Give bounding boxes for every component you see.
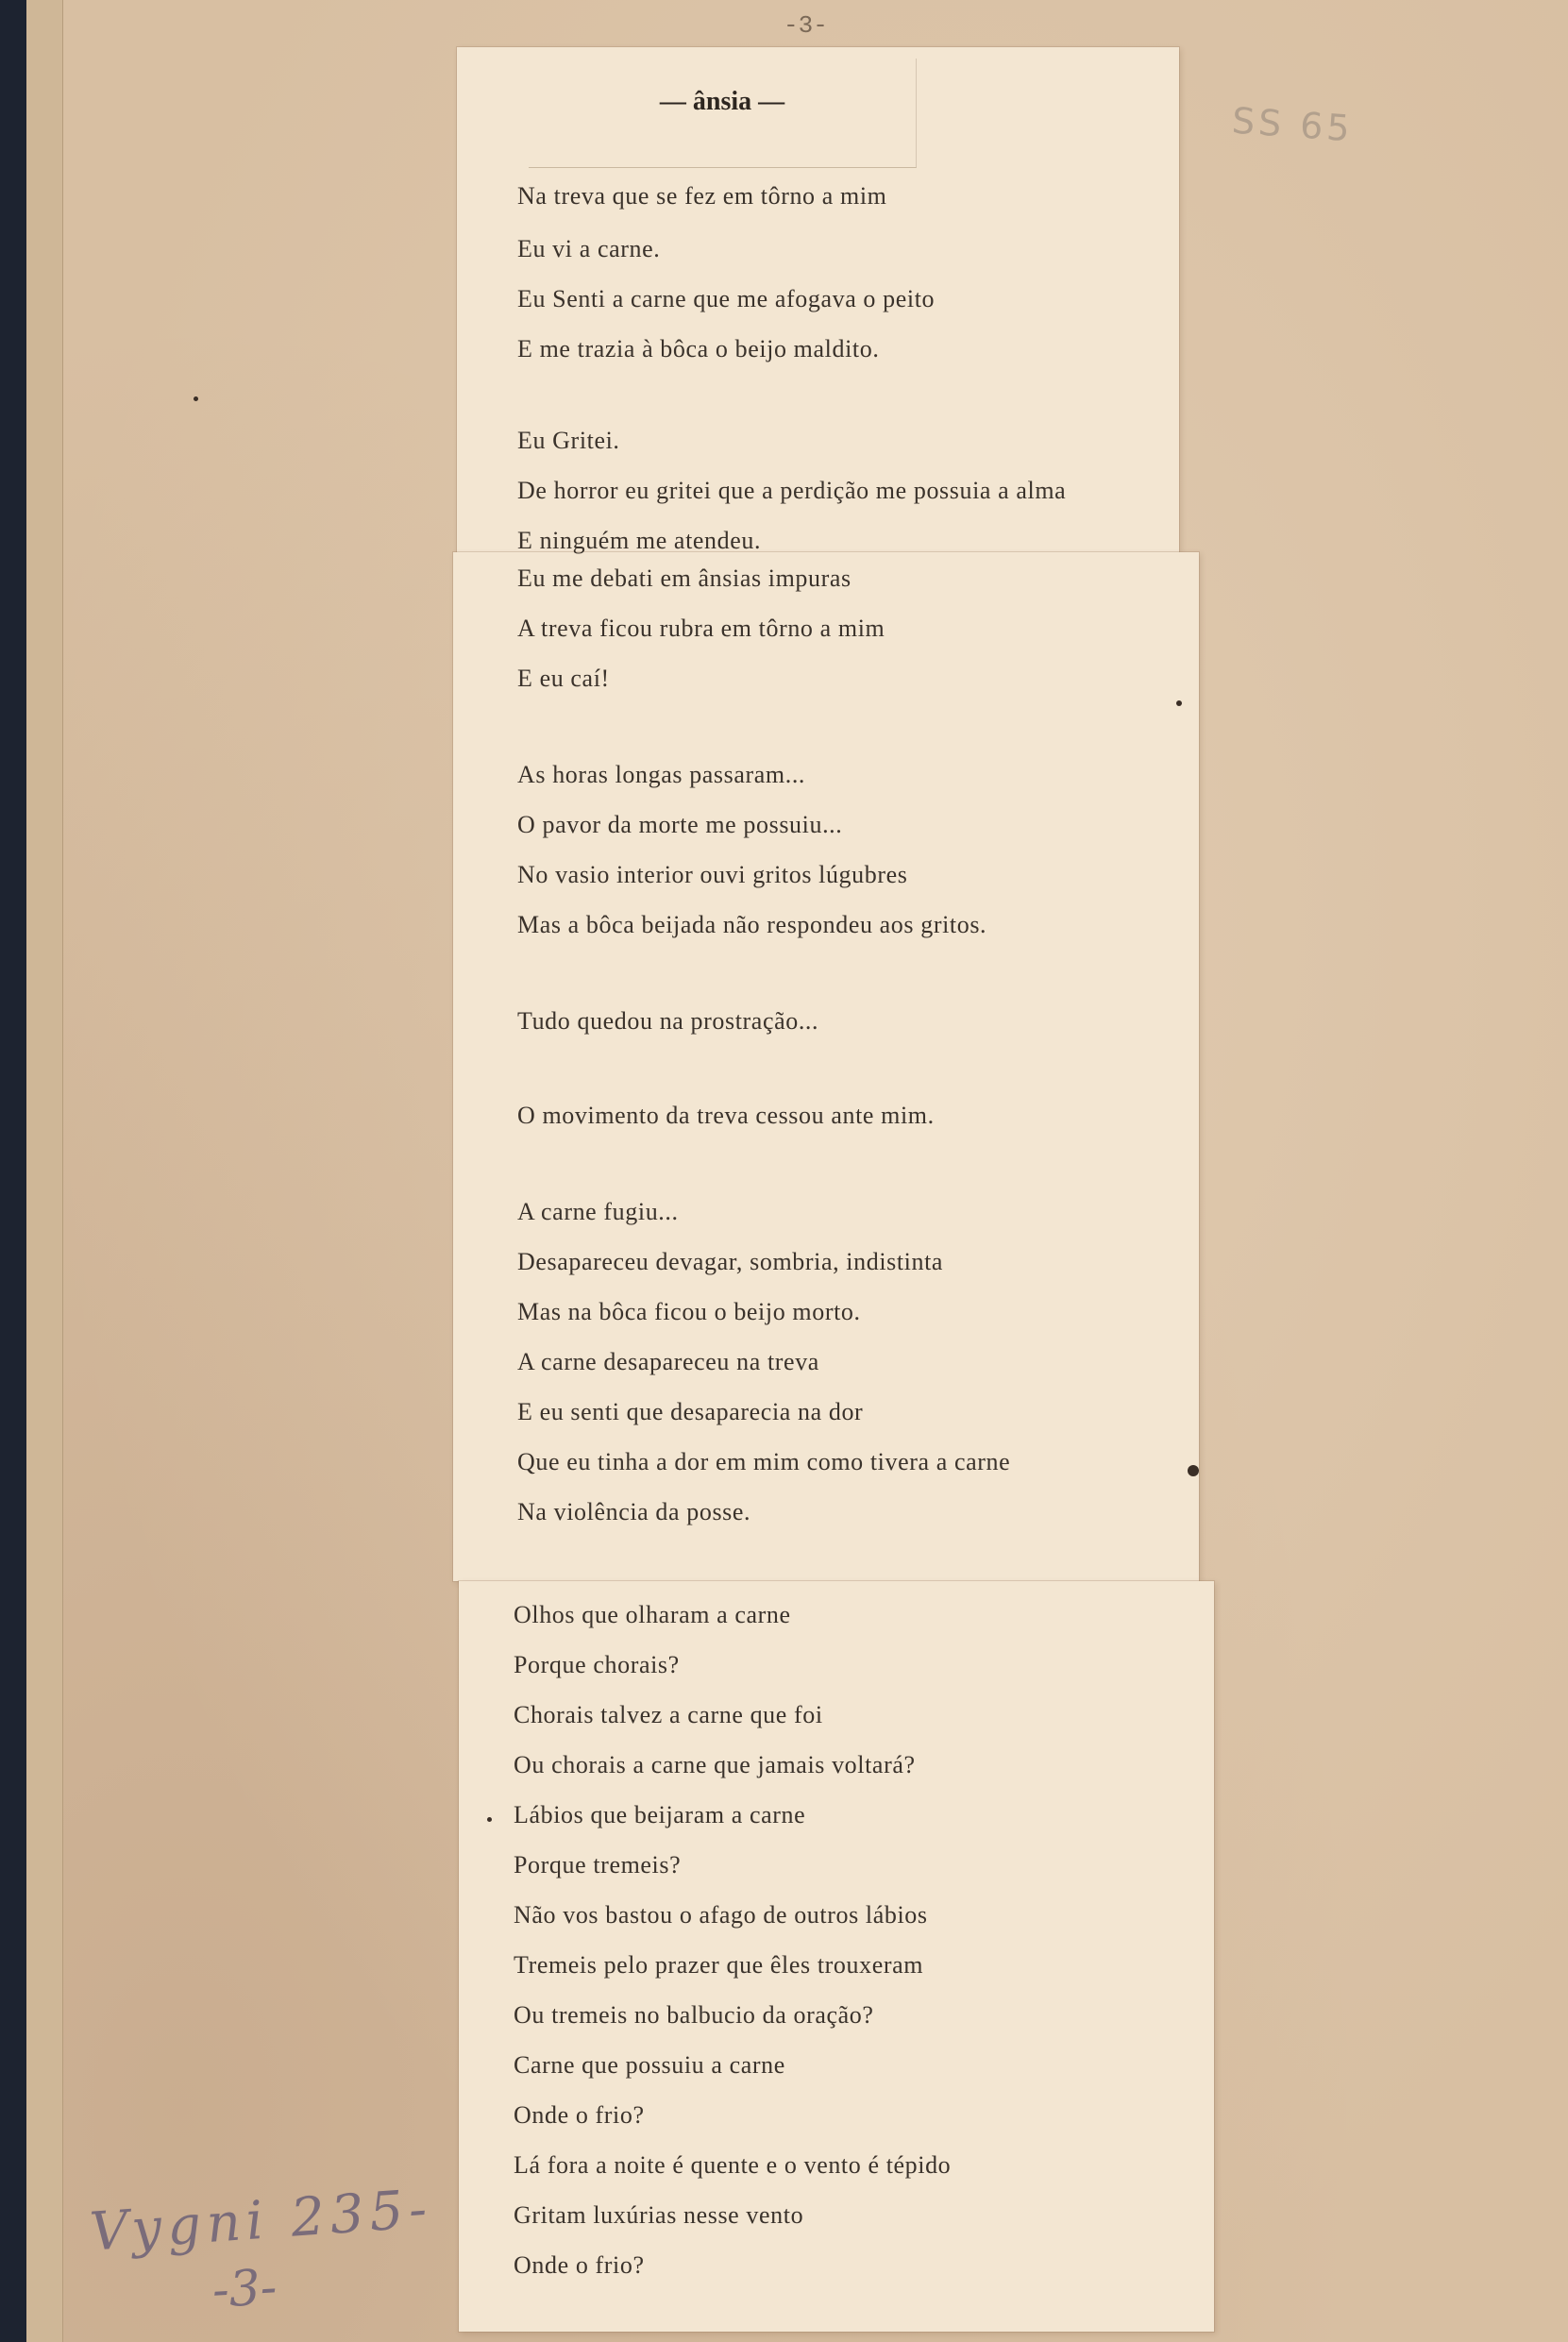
poem-line: Ou chorais a carne que jamais voltará?: [514, 1751, 916, 1778]
poem-line: Gritam luxúrias nesse vento: [514, 2201, 804, 2229]
poem-line: Chorais talvez a carne que foi: [514, 1701, 823, 1728]
poem-line: Tremeis pelo prazer que êles trouxeram: [514, 1951, 924, 1979]
poem-title: — ânsia —: [659, 87, 785, 116]
poem-line: Mas na bôca ficou o beijo morto.: [517, 1298, 861, 1325]
ink-speck: [487, 1817, 492, 1822]
poem-line: E eu senti que desaparecia na dor: [517, 1398, 864, 1425]
poem-line: Onde o frio?: [514, 2251, 645, 2279]
pencil-annotation-top: SS 65: [1230, 99, 1356, 150]
poem-line: Desapareceu devagar, sombria, indistinta: [517, 1248, 944, 1275]
page-number-top: -3-: [784, 11, 828, 40]
poem-line: Lá fora a noite é quente e o vento é tépido: [514, 2151, 952, 2179]
paper-strip-2: [453, 552, 1199, 1581]
poem-line: E me trazia à bôca o beijo maldito.: [517, 335, 880, 362]
poem-line: E eu caí!: [517, 665, 610, 692]
ink-speck: [1176, 700, 1182, 706]
poem-line: O movimento da treva cessou ante mim.: [517, 1102, 935, 1129]
title-box: [529, 59, 917, 168]
poem-line: Eu Senti a carne que me afogava o peito: [517, 285, 936, 312]
left-paper-edge: [26, 0, 63, 2342]
poem-line: Na violência da posse.: [517, 1498, 751, 1525]
poem-line: Porque chorais?: [514, 1651, 680, 1678]
poem-line: A carne fugiu...: [517, 1198, 679, 1225]
poem-line: Porque tremeis?: [514, 1851, 682, 1879]
poem-line: De horror eu gritei que a perdição me possuia a alma: [517, 477, 1067, 504]
poem-line: Na treva que se fez em tôrno a mim: [517, 182, 887, 210]
poem-line: Carne que possuiu a carne: [514, 2051, 785, 2079]
poem-line: Onde o frio?: [514, 2101, 645, 2129]
poem-line: Eu vi a carne.: [517, 235, 661, 262]
poem-line: No vasio interior ouvi gritos lúgubres: [517, 861, 908, 888]
poem-line: Eu Gritei.: [517, 427, 620, 454]
poem-line: Olhos que olharam a carne: [514, 1601, 791, 1628]
pencil-annotation-bottom: Vygni 235-: [88, 2178, 435, 2264]
pencil-page-number: -3-: [211, 2259, 278, 2319]
poem-line: A treva ficou rubra em tôrno a mim: [517, 615, 885, 642]
poem-line: A carne desapareceu na treva: [517, 1348, 819, 1375]
ink-stain: [1188, 1465, 1199, 1476]
ink-speck: [194, 396, 198, 401]
poem-line: As horas longas passaram...: [517, 761, 806, 788]
poem-line: Mas a bôca beijada não respondeu aos gritos.: [517, 911, 987, 938]
poem-line: Ou tremeis no balbucio da oração?: [514, 2001, 874, 2029]
poem-line: O pavor da morte me possuiu...: [517, 811, 843, 838]
poem-line: Que eu tinha a dor em mim como tivera a carne: [517, 1448, 1011, 1475]
poem-line: Eu me debati em ânsias impuras: [517, 564, 851, 592]
poem-line: Não vos bastou o afago de outros lábios: [514, 1901, 928, 1929]
poem-line: Lábios que beijaram a carne: [514, 1801, 806, 1828]
poem-line: Tudo quedou na prostração...: [517, 1007, 819, 1035]
poem-line: E ninguém me atendeu.: [517, 527, 762, 554]
